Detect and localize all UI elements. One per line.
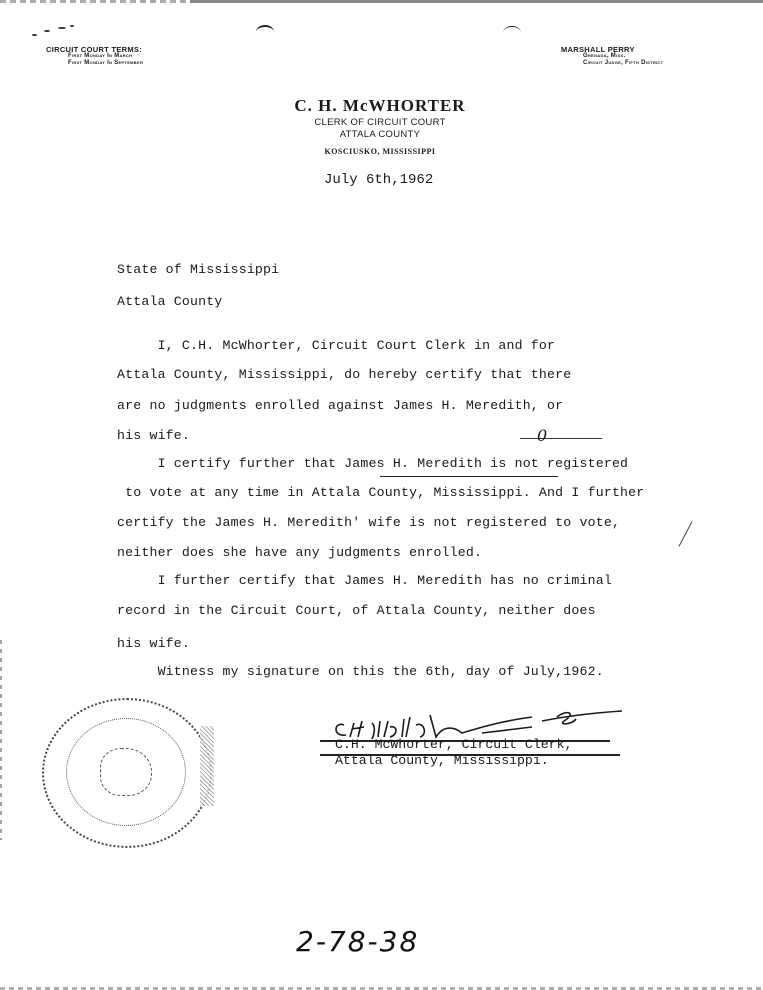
- venue-county: Attala County: [117, 294, 223, 309]
- handwritten-zero-mark: 0: [537, 426, 548, 445]
- hole-punch-mark: [256, 25, 274, 39]
- handwritten-dash-mark: [520, 438, 602, 439]
- ink-speck: [32, 34, 37, 36]
- body-line: his wife.: [117, 636, 191, 651]
- body-line: to vote at any time in Attala County, Mississippi. And I further: [117, 485, 645, 500]
- body-line: I, C.H. McWhorter, Circuit Court Clerk in and for: [117, 338, 556, 353]
- seal-smudge: [200, 726, 214, 806]
- body-line: are no judgments enrolled against James H. Meredith, or: [117, 398, 564, 413]
- body-line: I certify further that James H. Meredith is not registered: [117, 456, 629, 471]
- court-term-line: First Monday In September: [68, 60, 144, 66]
- clerk-county-line: ATTALA COUNTY: [339, 129, 421, 140]
- body-line: Attala County, Mississippi, do hereby certify that there: [117, 367, 572, 382]
- judge-detail-line: Grenada, Miss.: [583, 53, 626, 59]
- scan-edge-left: [0, 640, 2, 840]
- body-line: certify the James H. Meredith' wife is not registered to vote,: [117, 515, 621, 530]
- judge-block: [561, 46, 663, 67]
- clerk-city: KOSCIUSKO, MISSISSIPPI: [324, 147, 436, 156]
- circuit-court-seal: [42, 698, 212, 846]
- letterhead: [260, 96, 500, 156]
- court-terms-block: [46, 46, 143, 67]
- hole-punch-mark: [503, 26, 521, 39]
- body-line: record in the Circuit Court, of Attala County, neither does: [117, 603, 596, 618]
- ink-speck: [70, 25, 74, 27]
- judge-detail-line: Circuit Judge, Fifth District: [583, 60, 664, 66]
- court-term-line: First Monday In March: [68, 53, 133, 59]
- ink-speck: [58, 27, 66, 29]
- clerk-office-line: CLERK OF CIRCUIT COURT: [314, 117, 446, 128]
- venue-state: State of Mississippi: [117, 262, 280, 277]
- court-terms-title: CIRCUIT COURT TERMS:: [46, 45, 142, 54]
- clerk-name: C. H. McWHORTER: [294, 96, 466, 115]
- judge-name: MARSHALL PERRY: [561, 45, 635, 54]
- signature-county-line: Attala County, Mississippi.: [335, 753, 549, 768]
- signature-name-line: C.H. McWhorter, Circuit Clerk,: [335, 737, 573, 752]
- seal-emblem-icon: [100, 748, 152, 796]
- body-line: neither does she have any judgments enrolled.: [117, 545, 483, 560]
- letter-date: July 6th,1962: [324, 172, 434, 188]
- body-line: Witness my signature on this the 6th, day of July,1962.: [117, 664, 604, 679]
- margin-slash-mark: [678, 521, 692, 546]
- handwritten-file-number: 2-78-38: [296, 925, 420, 958]
- handwritten-underline: [380, 476, 558, 477]
- ink-speck: [44, 30, 50, 32]
- body-line: his wife.: [117, 428, 191, 443]
- scan-edge-top: [0, 0, 763, 3]
- body-line: I further certify that James H. Meredith has no criminal: [117, 573, 612, 588]
